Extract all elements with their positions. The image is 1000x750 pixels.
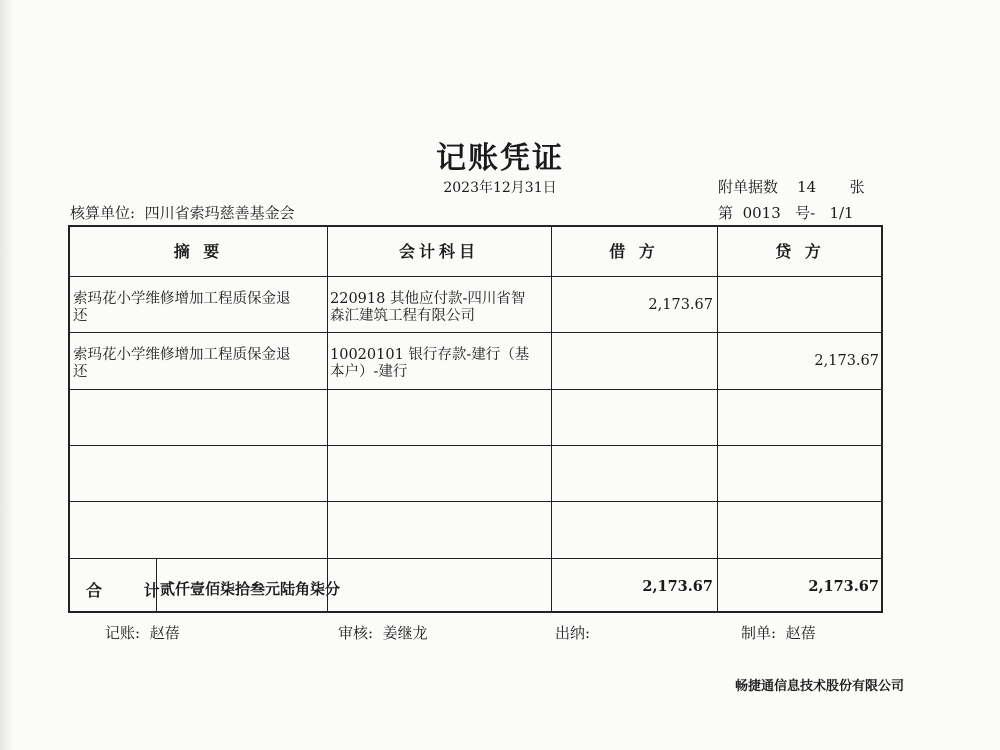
voucher-no-value: 0013 [742, 204, 781, 222]
row-1-account [330, 291, 550, 325]
accounting-unit [70, 202, 295, 223]
attachment-unit: 张 [849, 178, 865, 196]
col-divider [551, 227, 552, 611]
row-1-debit: 2,173.67 [648, 297, 713, 313]
accounting-unit-label: 核算单位: [70, 204, 136, 222]
software-company: 畅捷通信息技术股份有限公司 [735, 679, 905, 694]
scan-edge [0, 0, 14, 750]
row-divider [70, 558, 881, 559]
row-divider [70, 445, 881, 446]
col-divider [327, 227, 328, 611]
row-divider [70, 501, 881, 502]
bookkeeper-signature: 记账: 赵蓓 [105, 624, 180, 642]
voucher-table [68, 225, 883, 613]
row-2-credit: 2,173.67 [814, 353, 879, 369]
total-label: 合 计 [86, 581, 178, 600]
row-1-summary [73, 291, 323, 325]
reviewer-signature: 审核: 姜继龙 [338, 624, 428, 642]
header-account: 会计科目 [398, 242, 479, 261]
row-divider [70, 332, 881, 333]
voucher-title: 记账凭证 [436, 141, 564, 176]
row-divider [70, 389, 881, 390]
attachment-label: 附单据数 [718, 178, 779, 196]
voucher-no-prefix: 第 [718, 204, 734, 222]
row-2-summary [73, 347, 323, 381]
header-credit: 贷 方 [775, 242, 825, 261]
row-2-account-line-2: 本户）-建行 [330, 364, 408, 380]
row-1-summary-line-1: 索玛花小学维修增加工程质保金退 [73, 291, 291, 307]
total-credit: 2,173.67 [808, 578, 879, 595]
voucher-no-suffix: 号- [795, 204, 816, 222]
preparer-signature: 制单: 赵蓓 [741, 624, 816, 642]
col-divider [717, 227, 718, 611]
voucher-page: 1/1 [829, 204, 854, 222]
row-2-summary-line-1: 索玛花小学维修增加工程质保金退 [73, 347, 291, 363]
voucher-date: 2023年12月31日 [443, 180, 557, 196]
row-1-account-line-1: 220918 其他应付款-四川省智 [330, 291, 526, 307]
total-amount-in-words: 贰仟壹佰柒拾叁元陆角柒分 [160, 580, 341, 598]
row-1-account-line-2: 森汇建筑工程有限公司 [330, 308, 475, 324]
row-2-account-line-1: 10020101 银行存款-建行（基 [330, 347, 530, 363]
row-2-summary-line-2: 还 [73, 364, 88, 380]
row-1-summary-line-2: 还 [73, 308, 88, 324]
row-2-account [330, 347, 550, 381]
header-debit: 借 方 [609, 242, 659, 261]
cashier-signature: 出纳: [555, 624, 591, 642]
voucher-number [718, 202, 854, 223]
attachment-count [718, 176, 865, 197]
total-debit: 2,173.67 [642, 578, 713, 595]
accounting-unit-value: 四川省索玛慈善基金会 [144, 204, 295, 222]
header-summary: 摘 要 [173, 242, 224, 261]
attachment-number: 14 [797, 178, 817, 196]
